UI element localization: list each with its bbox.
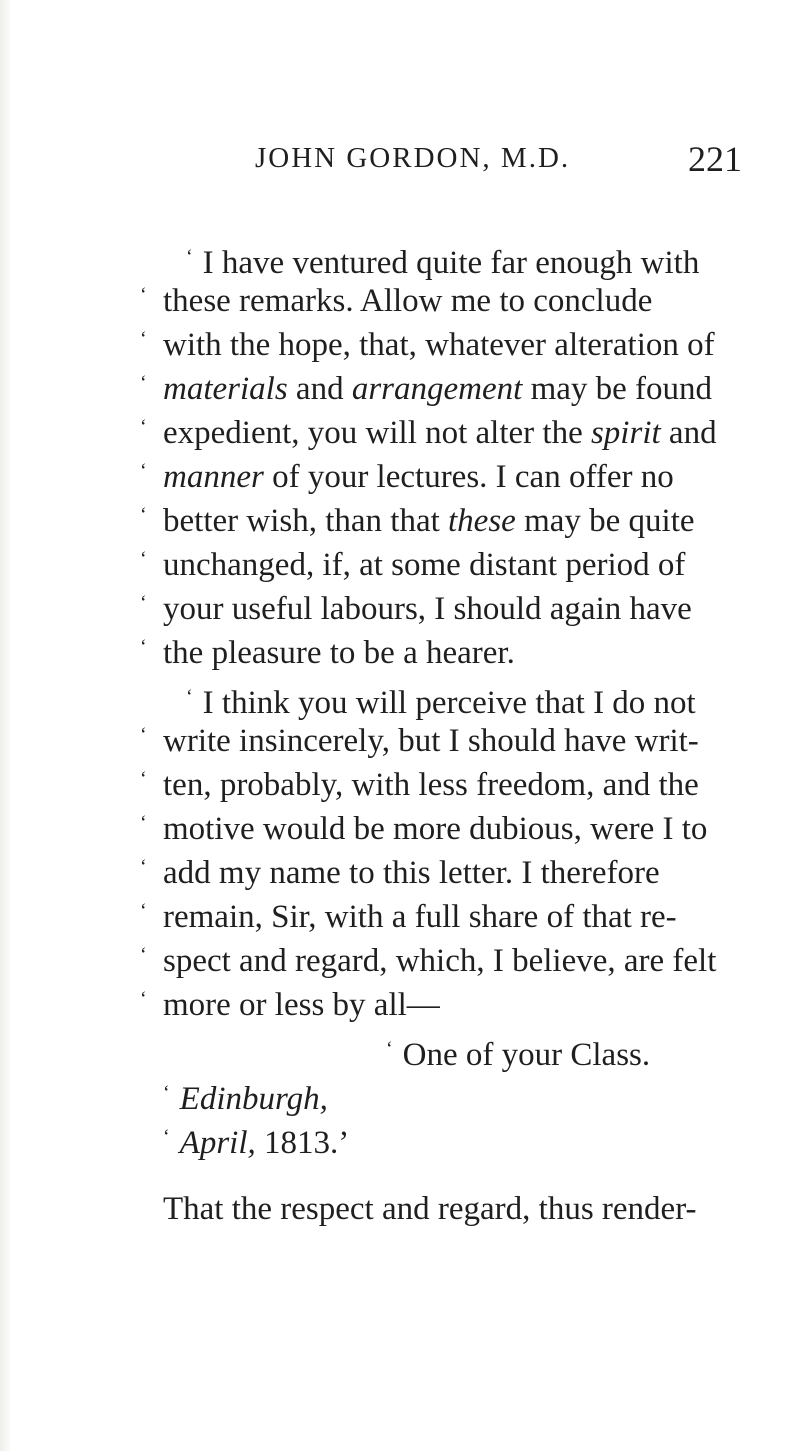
page-number: 221 xyxy=(688,139,742,179)
text-line: ‘ unchanged, if, at some distant period of xyxy=(0,542,800,588)
date-month: April, xyxy=(179,1125,256,1161)
quote-mark: ‘ xyxy=(140,636,147,658)
quote-mark: ‘ xyxy=(163,1126,170,1148)
text-line: ‘ better wish, than that these may be quite xyxy=(0,498,800,544)
quote-mark: ‘ xyxy=(186,686,193,708)
quote-mark: ‘ xyxy=(140,944,147,966)
text-line: ‘ manner of your lectures. I can offer no xyxy=(0,454,800,500)
text-line: ‘ I think you will perceive that I do not xyxy=(186,685,696,721)
quote-mark: ‘ xyxy=(163,1082,170,1104)
place: Edinburgh, xyxy=(179,1081,328,1117)
signature: One of your Class. xyxy=(402,1037,651,1073)
running-head: JOHN GORDON, M.D. xyxy=(255,142,571,174)
quote-mark: ‘ xyxy=(140,856,147,878)
quote-mark: ‘ xyxy=(140,504,147,526)
text-line: ‘ write insincerely, but I should have writ- xyxy=(0,718,800,764)
quote-mark: ‘ xyxy=(140,284,147,306)
quote-mark: ‘ xyxy=(140,548,147,570)
quote-mark: ‘ xyxy=(140,592,147,614)
signature-line xyxy=(0,1026,800,1072)
quote-mark: ‘ xyxy=(140,988,147,1010)
place-line xyxy=(0,1070,800,1116)
text-line: ‘ these remarks. Allow me to conclude xyxy=(0,278,800,324)
text-line: ‘ motive would be more dubious, were I to xyxy=(0,806,800,852)
quote-mark: ‘ xyxy=(140,372,147,394)
text-line: ‘ remain, Sir, with a full share of that re- xyxy=(0,894,800,940)
closing-quote: ’ xyxy=(338,1125,350,1161)
text-line: ‘ with the hope, that, whatever alteration of xyxy=(0,322,800,368)
text-line: That the respect and regard, thus render- xyxy=(163,1191,697,1227)
text-line: ‘ expedient, you will not alter the spirit and xyxy=(0,410,800,456)
text-line: ‘ I have ventured quite far enough with xyxy=(186,245,700,281)
quote-mark: ‘ xyxy=(140,460,147,482)
text-line: ‘ more or less by all— xyxy=(0,982,800,1028)
quote-mark: ‘ xyxy=(140,416,147,438)
quote-mark: ‘ xyxy=(140,900,147,922)
text-line: ‘ add my name to this letter. I therefore xyxy=(0,850,800,896)
page-header xyxy=(255,139,742,182)
text-line: ‘ materials and arrangement may be found xyxy=(0,366,800,412)
text-line: ‘ the pleasure to be a hearer. xyxy=(0,630,800,676)
quote-mark: ‘ xyxy=(140,724,147,746)
quote-mark: ‘ xyxy=(140,328,147,350)
date-line xyxy=(0,1114,800,1160)
quote-mark: ‘ xyxy=(186,246,193,268)
text-line: ‘ your useful labours, I should again have xyxy=(0,586,800,632)
quote-mark: ‘ xyxy=(140,768,147,790)
text-line: ‘ ten, probably, with less freedom, and the xyxy=(0,762,800,808)
text-line: ‘ spect and regard, which, I believe, are felt xyxy=(0,938,800,984)
quote-mark: ‘ xyxy=(386,1038,393,1060)
date-year: 1813. xyxy=(264,1125,339,1161)
quote-mark: ‘ xyxy=(140,812,147,834)
